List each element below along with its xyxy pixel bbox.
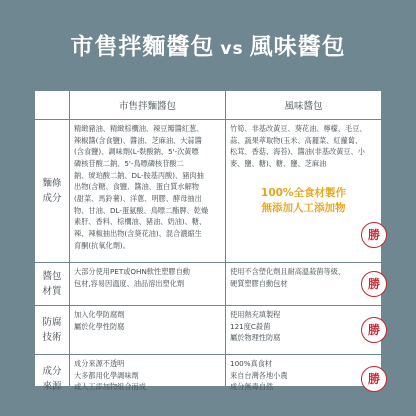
market-source: 成分來源不透明 大多都用化學調味劑 或人工添加物組合而成 [70,355,226,404]
corner-cell [35,91,70,120]
flavor-material: 使用不含塑化劑且耐高溫殺菌等級、 硬質塑膠自動包材 勝 [226,263,382,306]
win-stamp: 勝 [361,366,387,392]
row-label-preservation: 防腐 技術 [35,306,70,355]
row-label-ingredients: 麵條 成分 [35,120,70,263]
flavor-ingredients: 竹筍、非基改黃豆、葵花油、檸檬、毛豆、 蒜、蔬果萃取物(玉米、高麗菜、紅蘿蔔、 松茸、香菇、海苔)、醬油(非基改黃豆、小 麥、鹽、糖)、糖、鹽、芝麻油 100%全食材製作 無添加人工添加物 勝 [226,120,382,263]
table-row [35,120,382,263]
win-stamp: 勝 [361,271,387,297]
title-vs: vs [220,39,244,59]
flavor-preservation: 使用熱充填製程 121度C殺菌 屬於物理性防腐 勝 [226,306,382,355]
market-ingredients: 精緻豬油、精緻棕櫚油、辣豆瓣醬紅葱、 辣椒醬(含食鹽)、醬油、芝麻油、大蒜醬 (含食鹽)、調味劑(L-麩酸鈉、5'-次黃嘌 磷核苷酸二鈉、5'-鳥嘌磷核苷酸二 鈉、琥珀酸二鈉、DL-胺基丙酸)、豬肉抽 出物(含糖、食鹽、醬油、蛋白質水解物 (甜菜、馬鈴薯)、洋蔥、明膠、酵母抽出 物、甘油、DL-蛋氨酸、鳥嘌二酯脾、乾燥 素肝、香料、棕櫚油、豬油、奶油)、糖、 辣、辣椒抽出物(含葵花油)、混合濃縮生 育酮(抗氧化劑)。 [70,120,226,263]
flavor-source: 100%真食材 來自台灣各地小農 成分無毒自然 勝 [226,355,382,404]
table-header-row [35,91,382,120]
row-label-source: 成分 來源 [35,355,70,404]
table-row [35,355,382,404]
column-header-market: 市售拌麵醬包 [70,91,226,120]
page-title [0,28,416,61]
table-row [35,306,382,355]
title-left: 市售拌麵醬包 [70,34,215,60]
comparison-table [34,90,382,404]
win-stamp: 勝 [361,222,387,248]
win-stamp: 勝 [361,317,387,343]
table-row [35,263,382,306]
highlight-claim: 100%全食材製作 無添加人工添加物 [261,186,346,215]
market-preservation: 加入化學防腐劑 屬於化學性防腐 [70,306,226,355]
title-right: 風味醬包 [249,34,346,60]
market-material: 大部分使用PET或OHN軟性塑膠自動 包材,容易因溫度、油品溶出塑化劑 [70,263,226,306]
comparison-card [34,90,382,392]
column-header-flavor: 風味醬包 [226,91,382,120]
row-label-material: 醬包 材質 [35,263,70,306]
